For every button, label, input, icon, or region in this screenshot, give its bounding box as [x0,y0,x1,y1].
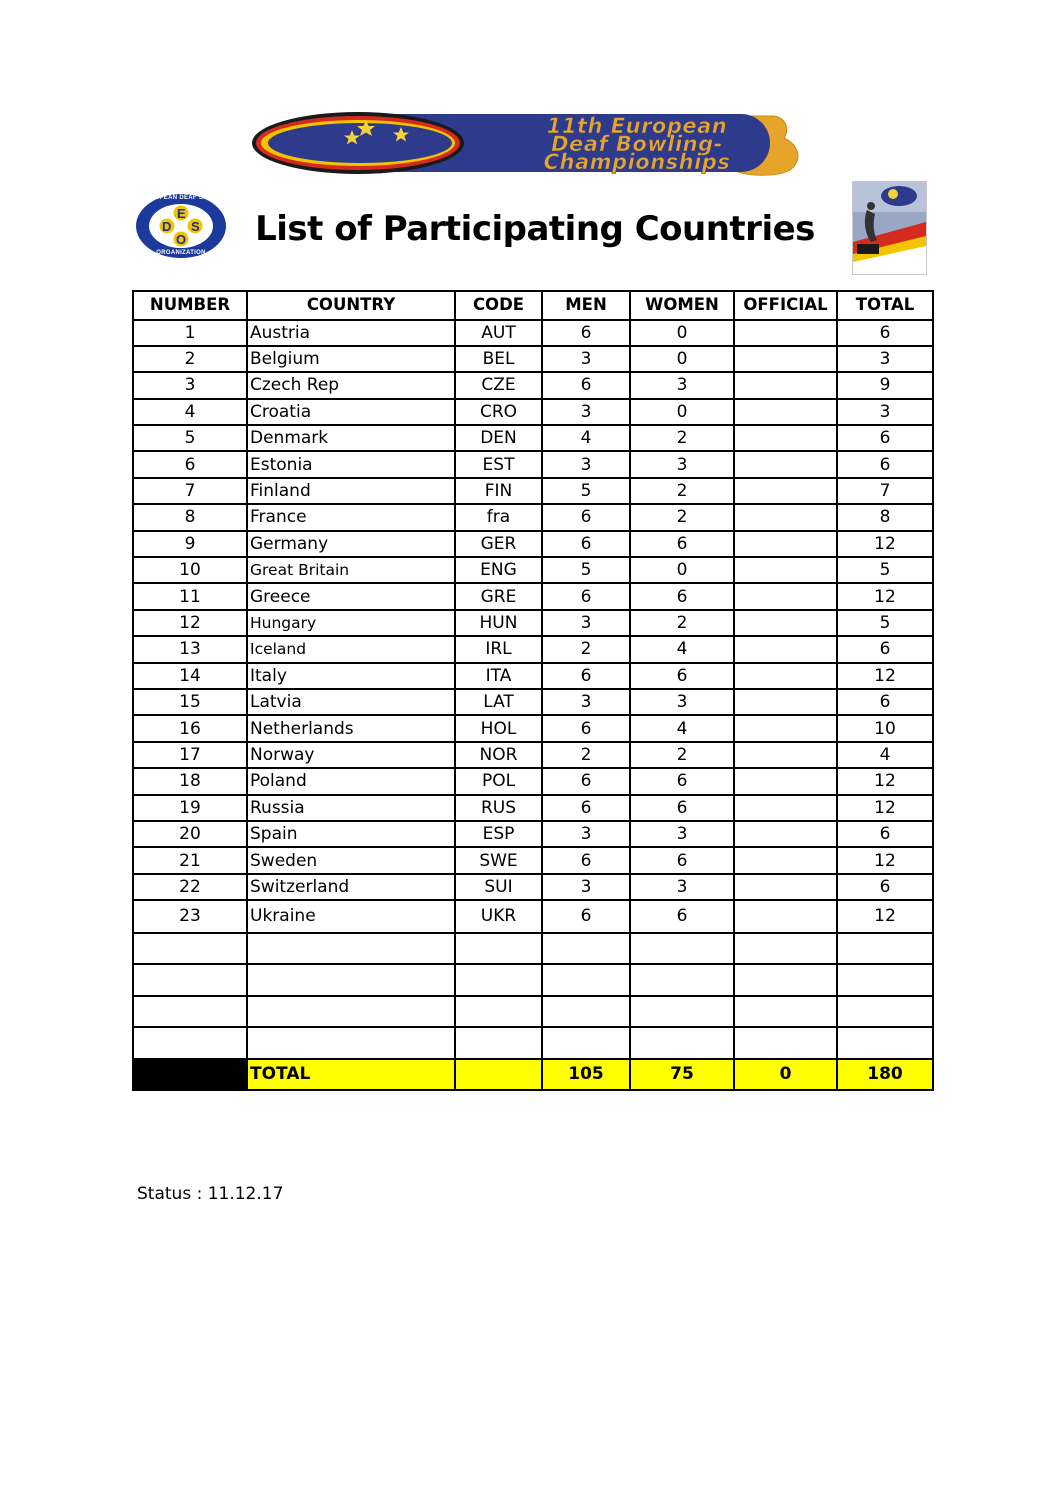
cell-code: HUN [455,610,542,636]
edso-letter-e: E [177,206,186,221]
empty-cell [630,933,734,965]
cell-code: UKR [455,900,542,933]
cell-men: 2 [542,742,630,768]
edso-letter-o: O [176,232,187,247]
cell-women: 4 [630,636,734,662]
empty-cell [133,933,247,965]
cell-official [734,399,837,425]
cell-country: Estonia [247,451,455,477]
cell-total: 6 [837,874,933,900]
table-row [133,583,933,609]
table-row [133,478,933,504]
cell-women: 6 [630,583,734,609]
table-total-row [133,1059,933,1091]
cell-total: 9 [837,372,933,398]
table-row [133,451,933,477]
cell-official [734,557,837,583]
cell-women: 6 [630,847,734,873]
edso-logo [135,193,227,259]
cell-code: ESP [455,821,542,847]
cell-number: 14 [133,663,247,689]
empty-cell [837,964,933,996]
table-row-empty [133,964,933,996]
cell-code: GRE [455,583,542,609]
cell-women: 2 [630,610,734,636]
total-official: 0 [734,1059,837,1091]
cell-men: 4 [542,425,630,451]
cell-women: 6 [630,795,734,821]
empty-cell [455,996,542,1028]
total-code-cell [455,1059,542,1091]
table-row [133,663,933,689]
participants-table [132,290,934,1091]
championship-banner [248,108,804,178]
cell-official [734,504,837,530]
table-row [133,742,933,768]
table-row [133,847,933,873]
cell-number: 12 [133,610,247,636]
cell-official [734,795,837,821]
edso-letter-d: D [162,219,172,234]
empty-cell [837,933,933,965]
cell-number: 15 [133,689,247,715]
cell-code: LAT [455,689,542,715]
cell-country: Denmark [247,425,455,451]
empty-cell [630,1027,734,1059]
cell-code: NOR [455,742,542,768]
poster-graphic [853,182,926,274]
cell-men: 3 [542,689,630,715]
cell-country: Italy [247,663,455,689]
cell-code: FIN [455,478,542,504]
cell-number: 16 [133,715,247,741]
cell-total: 7 [837,478,933,504]
cell-men: 6 [542,531,630,557]
header-country: COUNTRY [247,291,455,320]
cell-men: 2 [542,636,630,662]
cell-official [734,768,837,794]
cell-code: fra [455,504,542,530]
cell-code: AUT [455,320,542,346]
cell-men: 6 [542,372,630,398]
cell-women: 2 [630,478,734,504]
cell-women: 3 [630,821,734,847]
cell-women: 0 [630,399,734,425]
cell-total: 10 [837,715,933,741]
cell-country: Sweden [247,847,455,873]
cell-total: 12 [837,583,933,609]
cell-country: Netherlands [247,715,455,741]
cell-country: Spain [247,821,455,847]
cell-men: 6 [542,320,630,346]
cell-code: GER [455,531,542,557]
cell-code: ITA [455,663,542,689]
cell-code: BEL [455,346,542,372]
cell-country: Russia [247,795,455,821]
cell-women: 4 [630,715,734,741]
cell-women: 3 [630,451,734,477]
cell-men: 6 [542,715,630,741]
cell-code: DEN [455,425,542,451]
empty-cell [542,996,630,1028]
cell-country: Greece [247,583,455,609]
table-row [133,346,933,372]
cell-code: SWE [455,847,542,873]
table-header-row [133,291,933,320]
cell-official [734,451,837,477]
banner-line-2: Deaf Bowling- [551,132,723,156]
cell-number: 4 [133,399,247,425]
header-number: NUMBER [133,291,247,320]
cell-total: 12 [837,663,933,689]
table-row [133,715,933,741]
edso-ring-text-bottom: ORGANIZATION [156,250,206,256]
cell-official [734,689,837,715]
cell-women: 0 [630,346,734,372]
header-total: TOTAL [837,291,933,320]
cell-total: 6 [837,451,933,477]
cell-total: 5 [837,557,933,583]
cell-country: Poland [247,768,455,794]
empty-cell [630,996,734,1028]
table-row [133,399,933,425]
empty-cell [455,1027,542,1059]
cell-number: 11 [133,583,247,609]
table-row [133,795,933,821]
table-row-empty [133,933,933,965]
cell-number: 20 [133,821,247,847]
cell-total: 6 [837,636,933,662]
cell-number: 5 [133,425,247,451]
empty-cell [247,1027,455,1059]
table-row [133,636,933,662]
cell-women: 3 [630,372,734,398]
cell-men: 6 [542,663,630,689]
cell-official [734,346,837,372]
cell-country: Iceland [247,636,455,662]
cell-country: France [247,504,455,530]
header-women: WOMEN [630,291,734,320]
cell-country: Hungary [247,610,455,636]
cell-country: Norway [247,742,455,768]
table-row-empty [133,1027,933,1059]
total-label: TOTAL [247,1059,455,1091]
table-row [133,557,933,583]
cell-total: 8 [837,504,933,530]
empty-cell [133,996,247,1028]
cell-women: 6 [630,531,734,557]
cell-women: 2 [630,425,734,451]
cell-code: IRL [455,636,542,662]
table-row [133,768,933,794]
cell-number: 22 [133,874,247,900]
cell-total: 3 [837,399,933,425]
empty-cell [247,964,455,996]
cell-official [734,583,837,609]
cell-country: Germany [247,531,455,557]
cell-country: Croatia [247,399,455,425]
empty-cell [734,964,837,996]
cell-number: 3 [133,372,247,398]
cell-number: 10 [133,557,247,583]
total-women: 75 [630,1059,734,1091]
cell-official [734,663,837,689]
cell-official [734,320,837,346]
cell-total: 12 [837,847,933,873]
table-row [133,610,933,636]
empty-cell [542,964,630,996]
table-row [133,689,933,715]
table-row [133,531,933,557]
cell-women: 2 [630,742,734,768]
cell-men: 6 [542,900,630,933]
cell-official [734,821,837,847]
empty-cell [542,1027,630,1059]
cell-code: HOL [455,715,542,741]
table-row-empty [133,996,933,1028]
cell-women: 3 [630,874,734,900]
cell-women: 0 [630,320,734,346]
cell-country: Czech Rep [247,372,455,398]
table-row [133,900,933,933]
total-row-blank-cell [133,1059,247,1091]
cell-men: 5 [542,557,630,583]
cell-total: 12 [837,795,933,821]
cell-men: 5 [542,478,630,504]
cell-official [734,478,837,504]
cell-number: 18 [133,768,247,794]
cell-official [734,742,837,768]
cell-official [734,531,837,557]
cell-code: ENG [455,557,542,583]
cell-men: 3 [542,821,630,847]
cell-total: 12 [837,531,933,557]
cell-total: 6 [837,320,933,346]
banner-line-1: 11th European [546,114,728,138]
cell-total: 12 [837,900,933,933]
cell-number: 8 [133,504,247,530]
cell-total: 5 [837,610,933,636]
cell-total: 6 [837,689,933,715]
cell-code: POL [455,768,542,794]
cell-official [734,425,837,451]
cell-total: 6 [837,821,933,847]
header-code: CODE [455,291,542,320]
empty-cell [133,964,247,996]
table-row [133,372,933,398]
empty-cell [837,1027,933,1059]
cell-number: 1 [133,320,247,346]
cell-country: Switzerland [247,874,455,900]
cell-women: 0 [630,557,734,583]
cell-code: CZE [455,372,542,398]
edso-ring-text-top: EUROPEAN DEAF SPORT [140,195,222,201]
cell-men: 6 [542,768,630,794]
table-row [133,821,933,847]
cell-number: 21 [133,847,247,873]
empty-cell [133,1027,247,1059]
cell-number: 19 [133,795,247,821]
cell-men: 3 [542,451,630,477]
cell-code: CRO [455,399,542,425]
empty-cell [455,964,542,996]
cell-code: RUS [455,795,542,821]
cell-men: 3 [542,399,630,425]
cell-country: Belgium [247,346,455,372]
cell-official [734,847,837,873]
empty-cell [247,933,455,965]
cell-country: Latvia [247,689,455,715]
cell-official [734,610,837,636]
table-row [133,320,933,346]
cell-men: 3 [542,874,630,900]
cell-country: Finland [247,478,455,504]
status-date: Status : 11.12.17 [137,1184,284,1204]
championship-poster-image [852,181,927,275]
page-title: List of Participating Countries [255,209,815,249]
cell-number: 17 [133,742,247,768]
cell-women: 2 [630,504,734,530]
cell-official [734,715,837,741]
table-row [133,425,933,451]
cell-official [734,900,837,933]
cell-number: 23 [133,900,247,933]
cell-men: 3 [542,346,630,372]
total-men: 105 [542,1059,630,1091]
cell-number: 2 [133,346,247,372]
cell-official [734,636,837,662]
table-row [133,504,933,530]
cell-number: 7 [133,478,247,504]
cell-total: 12 [837,768,933,794]
cell-women: 3 [630,689,734,715]
empty-cell [455,933,542,965]
cell-men: 3 [542,610,630,636]
cell-official [734,372,837,398]
cell-code: EST [455,451,542,477]
header-men: MEN [542,291,630,320]
cell-country: Austria [247,320,455,346]
total-total: 180 [837,1059,933,1091]
cell-women: 6 [630,663,734,689]
edso-letter-s: S [191,219,200,234]
cell-total: 6 [837,425,933,451]
header-official: OFFICIAL [734,291,837,320]
cell-men: 6 [542,504,630,530]
empty-cell [734,996,837,1028]
cell-men: 6 [542,847,630,873]
cell-total: 3 [837,346,933,372]
cell-men: 6 [542,795,630,821]
cell-women: 6 [630,900,734,933]
cell-number: 13 [133,636,247,662]
table-row [133,874,933,900]
cell-code: SUI [455,874,542,900]
empty-cell [630,964,734,996]
cell-country: Great Britain [247,557,455,583]
cell-number: 6 [133,451,247,477]
cell-official [734,874,837,900]
empty-cell [542,933,630,965]
cell-country: Ukraine [247,900,455,933]
cell-women: 6 [630,768,734,794]
empty-cell [734,1027,837,1059]
empty-cell [734,933,837,965]
cell-number: 9 [133,531,247,557]
cell-men: 6 [542,583,630,609]
empty-cell [837,996,933,1028]
cell-total: 4 [837,742,933,768]
empty-cell [247,996,455,1028]
banner-line-3: Championships [543,150,731,174]
